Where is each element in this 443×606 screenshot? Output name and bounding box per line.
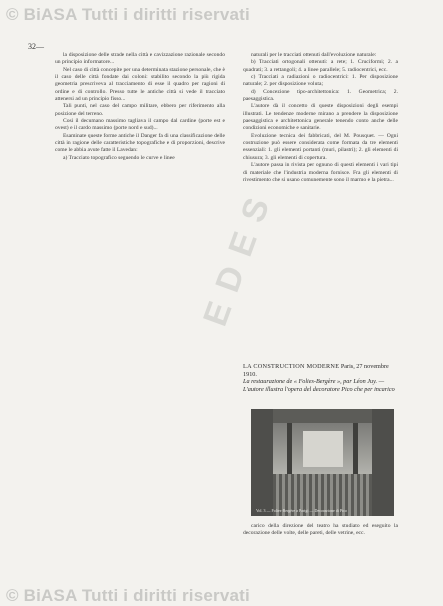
left-paragraph-3: Tali punti, nel caso del campo militare, ebbero per riferimento alla posizione del terreno. bbox=[55, 103, 225, 117]
left-column bbox=[55, 52, 225, 590]
right-bottom-column bbox=[243, 523, 398, 583]
watermark-side: E D E S bbox=[196, 191, 278, 331]
left-paragraph-5: Esaminate queste forme antiche il Danger fa di una classificazione delle città in ragione delle caratteristiche topografiche e di proporzioni, descrive come le abbia avute fatte il Lavedan: bbox=[55, 132, 225, 154]
left-paragraph-4: Così il decumano massimo tagliava il campo dal cardine (porte est e ovest) e il cardo massimo (porte nord e sud)... bbox=[55, 118, 225, 132]
right-paragraph-7: L'autore passa in rivista per ognuno di questi elementi i vari tipi di materiale che l'industria moderna fornisce. Fra gli elementi di rivestimento che si usano comunemente sono il marmo e la pietra... bbox=[243, 162, 398, 183]
theater-photo bbox=[251, 409, 394, 516]
right-bottom-paragraph: carico della direzione del teatro ha studiato ed eseguito la decorazione delle volte, delle pareti, delle vetrine, ecc. bbox=[243, 523, 398, 537]
left-paragraph-2: Nel caso di città concepite per una determinata stazione personale, che è il caso delle città fondate dai coloni: stabilito secondo la più rigida geometria prescriveva al tracciamento di esse il quadro per ragioni di ordine e di controllo. Presso tutte le antiche città si vede il tracciato attenersi ad un principio fisso... bbox=[55, 66, 225, 103]
watermark-top: © BiASA Tutti i diritti riservati bbox=[6, 5, 250, 24]
heading-date: Paris, 27 novembre 1910. bbox=[243, 363, 389, 378]
right-paragraph-3: c) Tracciati a radiazioni o radiocentrici: 1. Per disposizione naturale; 2. per disposizione voluta; bbox=[243, 74, 398, 88]
watermark-bottom: © BiASA Tutti i diritti riservati bbox=[6, 586, 250, 605]
article-heading bbox=[243, 363, 403, 393]
right-paragraph-4: d) Concezione tipo-architettonica: 1. Geometrica; 2. paesaggistica. bbox=[243, 88, 398, 103]
right-column bbox=[243, 52, 398, 384]
photo-caption: Vol. 3 — Folies-Bergère a Parigi — Decorazione di Pico bbox=[256, 508, 347, 513]
right-paragraph-6: Evoluzione tecnica dei fabbricati, del M. Pousquet. — Ogni costruzione può essere considerata come formata da tre elementi essenziali: 1. gli elementi portanti (muri, pilastri); 2. gli elementi di chiusura; 3. gli elementi di copertura. bbox=[243, 132, 398, 161]
right-paragraph-5: L'autore dà il concetto di queste disposizioni degli esempi illustrati. Le tendenze moderne mirano a prendere la disposizione paesaggistica e architettonica generale tenendo conto anche delle condizioni economiche e sanitarie. bbox=[243, 103, 398, 132]
left-paragraph-1: la disposizione delle strade nella città e cavizzazione razionale secondo un principio informatore... bbox=[55, 52, 225, 66]
right-paragraph-1: naturali per le tracciati ottenuti dall'evoluzione naturale: bbox=[251, 52, 377, 58]
heading-article: La restaurazione de « Folies-Bergère », par Léon Juy. — L'autore illustra l'opera del decoratore Pico che per incarico bbox=[243, 378, 395, 393]
heading-title: LA CONSTRUCTION MODERNE bbox=[243, 363, 340, 370]
page-number: 32— bbox=[28, 42, 44, 51]
left-paragraph-6: a) Tracciato topografico seguendo le curve e linee bbox=[63, 154, 175, 161]
right-paragraph-2: b) Tracciati ortogonali ottenuti: a rete; 1. Cruciformi; 2. a quadrati; 3. a rettangoli; 4. a linee parallele; 5. radiocentrici, ecc. bbox=[243, 59, 398, 73]
